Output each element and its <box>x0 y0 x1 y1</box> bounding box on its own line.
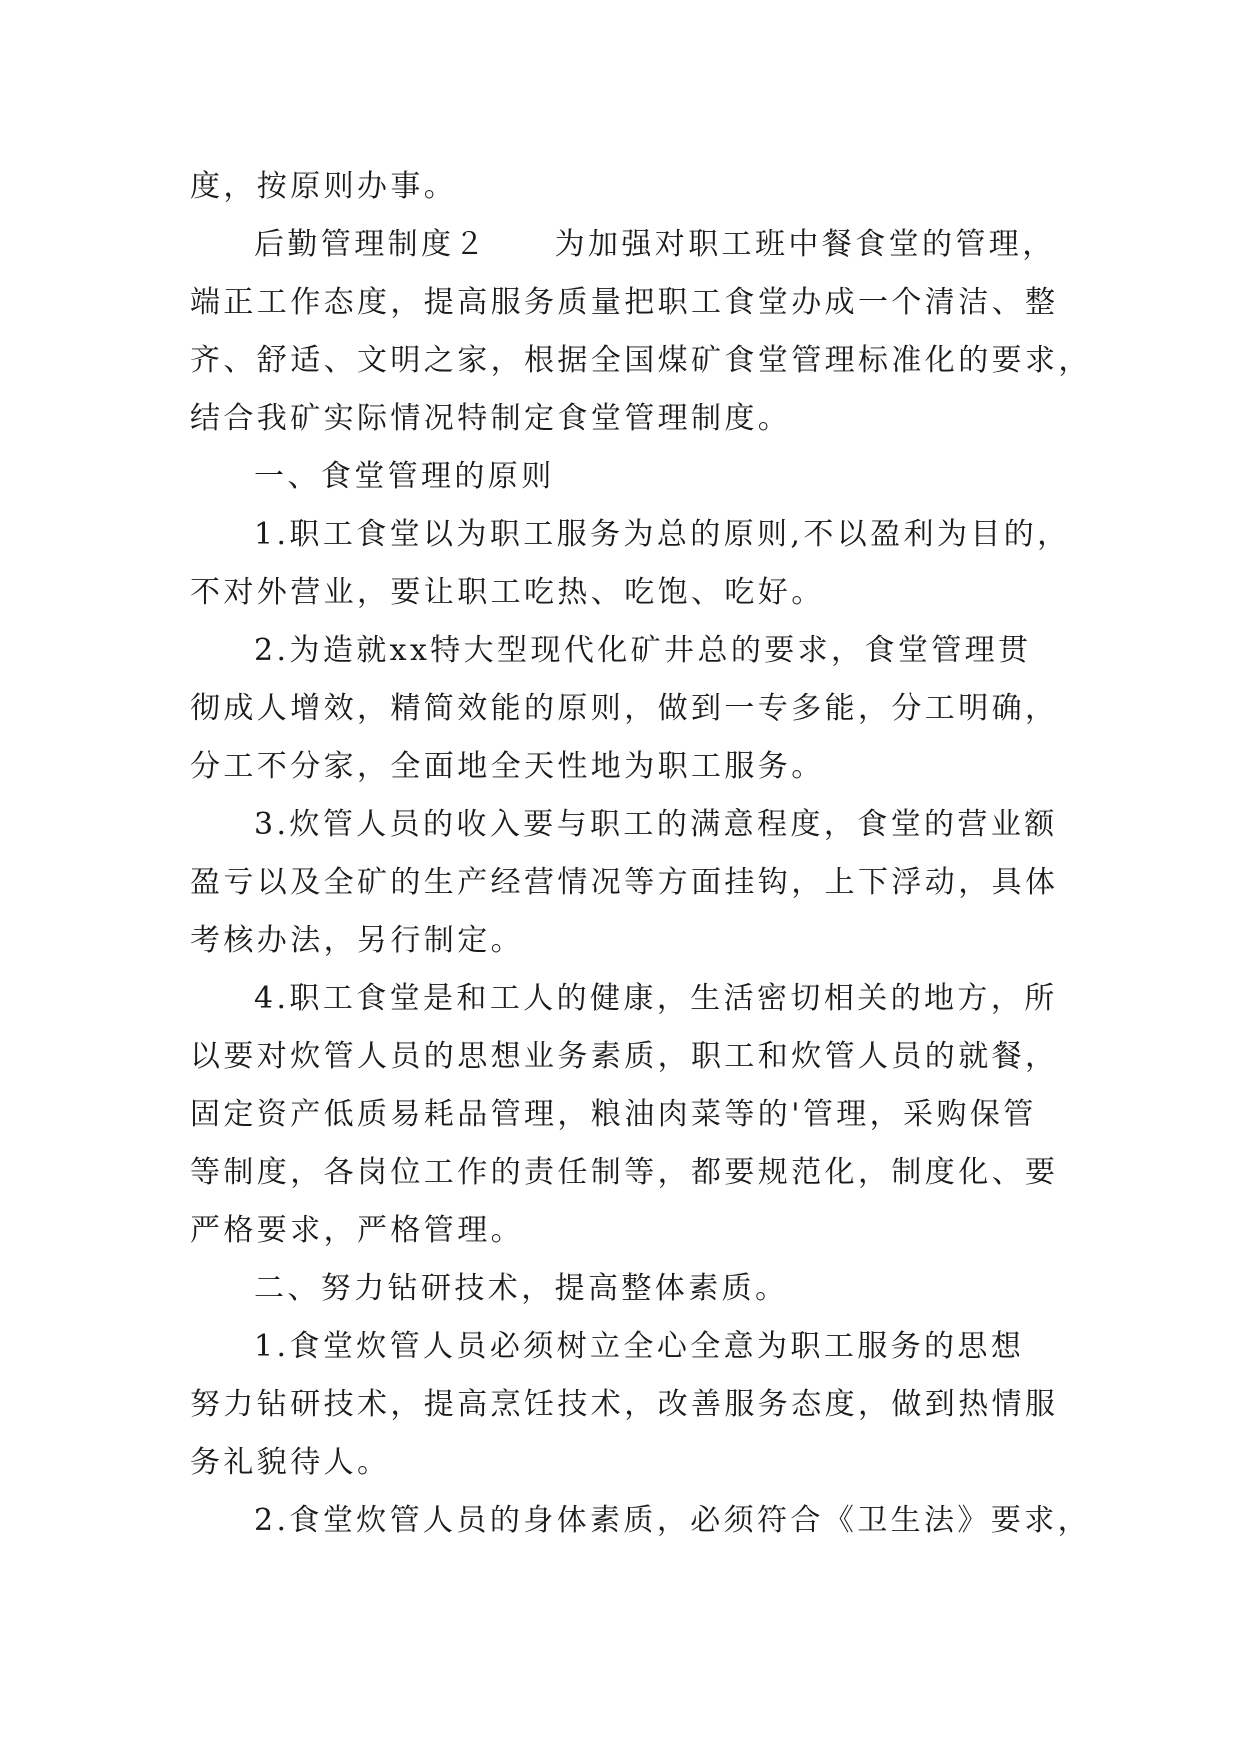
text-line: 齐、舒适、文明之家，根据全国煤矿食堂管理标准化的要求， <box>190 343 1092 378</box>
text-line: 不对外营业，要让职工吃热、吃饱、吃好。 <box>190 575 825 610</box>
text-line: 2.食堂炊管人员的身体素质，必须符合《卫生法》要求， <box>254 1503 1092 1538</box>
document-body <box>190 158 1092 1550</box>
text-line: 结合我矿实际情况特制定食堂管理制度。 <box>190 401 792 436</box>
text-line: 等制度，各岗位工作的责任制等，都要规范化，制度化、要 <box>190 1155 1059 1190</box>
text-line: 考核办法，另行制定。 <box>190 923 524 958</box>
text-line: 度，按原则办事。 <box>190 169 458 204</box>
text-line: 二、努力钻研技术，提高整体素质。 <box>254 1271 789 1306</box>
text-line: 务礼貌待人。 <box>190 1445 391 1480</box>
text-line: 1.食堂炊管人员必须树立全心全意为职工服务的思想 <box>254 1329 1025 1364</box>
text-line: 固定资产低质易耗品管理，粮油肉菜等的'管理，采购保管 <box>190 1097 1037 1132</box>
text-line: 以要对炊管人员的思想业务素质，职工和炊管人员的就餐， <box>190 1039 1059 1074</box>
text-line: 盈亏以及全矿的生产经营情况等方面挂钩，上下浮动，具体 <box>190 865 1059 900</box>
text-line: 后勤管理制度２ 为加强对职工班中餐食堂的管理， <box>254 227 1056 262</box>
text-line: 1.职工食堂以为职工服务为总的原则,不以盈利为目的， <box>254 517 1071 552</box>
text-line: 分工不分家，全面地全天性地为职工服务。 <box>190 749 825 784</box>
text-line: 严格要求，严格管理。 <box>190 1213 524 1248</box>
text-line: 一、食堂管理的原则 <box>254 459 555 494</box>
text-line: 2.为造就xx特大型现代化矿井总的要求，食堂管理贯 <box>254 633 1032 668</box>
text-line: 3.炊管人员的收入要与职工的满意程度，食堂的营业额 <box>254 807 1058 842</box>
text-line: 彻成人增效，精简效能的原则，做到一专多能，分工明确， <box>190 691 1059 726</box>
text-line: 4.职工食堂是和工人的健康，生活密切相关的地方，所 <box>254 981 1058 1016</box>
text-line: 努力钻研技术，提高烹饪技术，改善服务态度，做到热情服 <box>190 1387 1059 1422</box>
text-line: 端正工作态度，提高服务质量把职工食堂办成一个清洁、整 <box>190 285 1059 320</box>
